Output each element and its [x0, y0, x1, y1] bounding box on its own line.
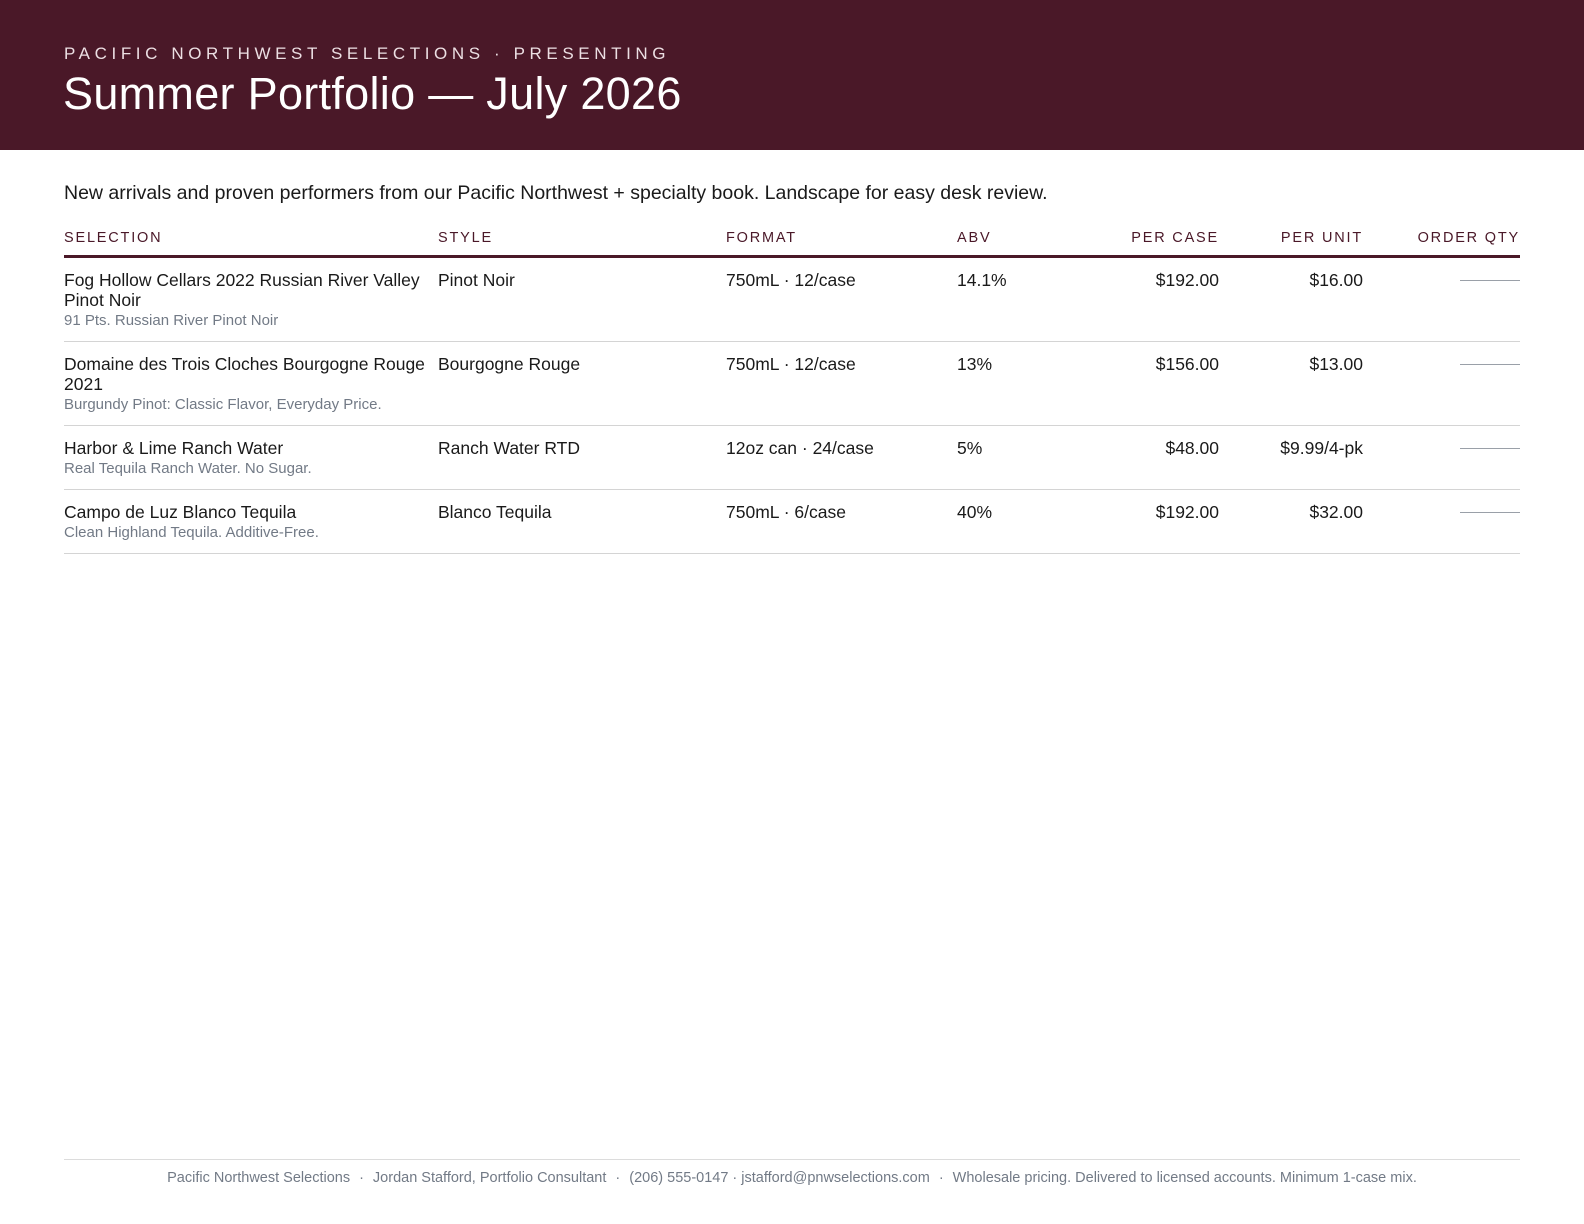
- order-qty-blank[interactable]: [1460, 354, 1520, 365]
- column-header-abv: ABV: [957, 230, 1052, 257]
- format-cell: 750mL · 12/case: [726, 257, 957, 342]
- order-qty-blank[interactable]: [1460, 270, 1520, 281]
- footer-separator: ·: [615, 1170, 621, 1186]
- portfolio-table: [64, 230, 1520, 554]
- header-banner: [0, 0, 1584, 150]
- column-header-selection: SELECTION: [64, 230, 438, 257]
- footer-divider: [64, 1159, 1520, 1160]
- selection-cell: [64, 257, 438, 342]
- column-header-per-unit: PER UNIT: [1219, 230, 1363, 257]
- per-case-cell: $192.00: [1052, 490, 1219, 554]
- style-cell: Ranch Water RTD: [438, 426, 726, 490]
- selection-note: 91 Pts. Russian River Pinot Noir: [64, 312, 279, 329]
- order-qty-blank[interactable]: [1460, 502, 1520, 513]
- per-case-cell: $48.00: [1052, 426, 1219, 490]
- page-title: Summer Portfolio — July 2026: [63, 68, 682, 119]
- order-qty-blank[interactable]: [1460, 438, 1520, 449]
- selection-note: Burgundy Pinot: Classic Flavor, Everyday Price.: [64, 396, 382, 413]
- order-qty-cell: [1363, 257, 1520, 342]
- order-qty-cell: [1363, 490, 1520, 554]
- selection-name: Fog Hollow Cellars 2022 Russian River Valley Pinot Noir: [64, 270, 420, 310]
- selection-note: Clean Highland Tequila. Additive-Free.: [64, 524, 319, 541]
- footer-separator: ·: [359, 1170, 364, 1186]
- intro-text: New arrivals and proven performers from our Pacific Northwest + specialty book. Landscape for easy desk review.: [64, 182, 1048, 204]
- style-cell: Pinot Noir: [438, 257, 726, 342]
- per-unit-cell: $9.99/4-pk: [1219, 426, 1363, 490]
- table-row: [64, 490, 1520, 554]
- format-cell: 750mL · 12/case: [726, 342, 957, 426]
- table-row: [64, 257, 1520, 342]
- column-header-style: STYLE: [438, 230, 726, 257]
- footer-separator: ·: [938, 1170, 944, 1186]
- per-case-cell: $192.00: [1052, 257, 1219, 342]
- table-row: [64, 426, 1520, 490]
- footer: [64, 1170, 1520, 1186]
- selection-cell: [64, 426, 438, 490]
- footer-company: Pacific Northwest Selections: [167, 1170, 351, 1186]
- selection-name: Domaine des Trois Cloches Bourgogne Rouge 2021: [64, 354, 425, 394]
- selection-cell: [64, 490, 438, 554]
- selection-name: Harbor & Lime Ranch Water: [64, 438, 284, 458]
- column-header-format: FORMAT: [726, 230, 957, 257]
- per-unit-cell: $16.00: [1219, 257, 1363, 342]
- footer-contact: (206) 555-0147 · jstafford@pnwselections.com: [629, 1170, 930, 1186]
- order-qty-cell: [1363, 426, 1520, 490]
- selection-cell: [64, 342, 438, 426]
- abv-cell: 13%: [957, 342, 1052, 426]
- footer-consultant: Jordan Stafford, Portfolio Consultant: [372, 1170, 607, 1186]
- header-eyebrow: PACIFIC NORTHWEST SELECTIONS · PRESENTING: [64, 44, 671, 63]
- per-unit-cell: $13.00: [1219, 342, 1363, 426]
- abv-cell: 5%: [957, 426, 1052, 490]
- table-header-row: [64, 230, 1520, 257]
- column-header-per-case: PER CASE: [1052, 230, 1219, 257]
- table-row: [64, 342, 1520, 426]
- selection-name: Campo de Luz Blanco Tequila: [64, 502, 297, 522]
- format-cell: 750mL · 6/case: [726, 490, 957, 554]
- style-cell: Blanco Tequila: [438, 490, 726, 554]
- style-cell: Bourgogne Rouge: [438, 342, 726, 426]
- order-qty-cell: [1363, 342, 1520, 426]
- abv-cell: 40%: [957, 490, 1052, 554]
- column-header-order-qty: ORDER QTY: [1363, 230, 1520, 257]
- selection-note: Real Tequila Ranch Water. No Sugar.: [64, 460, 312, 477]
- footer-terms: Wholesale pricing. Delivered to licensed accounts. Minimum 1-case mix.: [952, 1170, 1417, 1186]
- per-unit-cell: $32.00: [1219, 490, 1363, 554]
- per-case-cell: $156.00: [1052, 342, 1219, 426]
- abv-cell: 14.1%: [957, 257, 1052, 342]
- format-cell: 12oz can · 24/case: [726, 426, 957, 490]
